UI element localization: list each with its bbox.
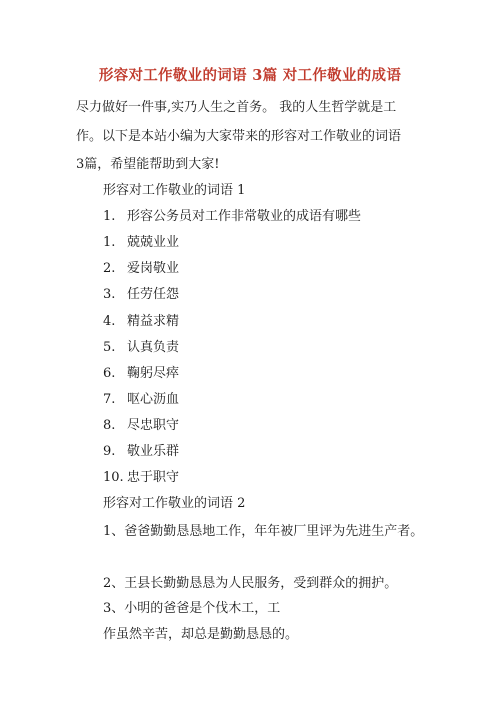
list-item-number: 1.	[103, 235, 116, 250]
list-item	[103, 209, 361, 225]
list-item-text: 忠于职守	[127, 470, 180, 485]
list-item	[103, 366, 179, 382]
list-item	[103, 392, 179, 408]
list-item	[103, 314, 179, 330]
list-item	[103, 470, 179, 486]
list-item-text: 爱岗敬业	[127, 261, 180, 276]
section-heading: 形容对工作敬业的词语 2	[103, 496, 246, 511]
intro-line: 作。以下是本站小编为大家带来的形容对工作敬业的词语	[76, 129, 402, 144]
list-item	[103, 235, 179, 251]
list-item	[103, 418, 179, 434]
list-item-number: 3.	[103, 287, 116, 302]
section-heading: 形容对工作敬业的词语 1	[103, 183, 246, 198]
list-item	[103, 261, 179, 277]
list-item-text: 任劳任怨	[127, 287, 180, 302]
list-item-text: 形容公务员对工作非常敬业的成语有哪些	[127, 209, 362, 224]
list-item-text: 认真负责	[127, 340, 180, 355]
list-item-text: 鞠躬尽瘁	[127, 366, 180, 381]
list-item-number: 7.	[103, 392, 116, 407]
paragraph-line: 3、小明的爸爸是个伐木工，工	[103, 601, 281, 616]
list-item-number: 4.	[103, 314, 116, 329]
intro-line: 尽力做好一件事,实乃人生之首务。 我的人生哲学就是工	[76, 100, 397, 115]
list-item	[103, 444, 179, 460]
document-title: 形容对工作敬业的词语 3篇 对工作敬业的成语	[98, 67, 402, 84]
list-item-text: 精益求精	[127, 314, 180, 329]
paragraph-line: 2、王县长勤勤恳恳为人民服务，受到群众的拥护。	[103, 576, 398, 591]
paragraph-line: 1、爸爸勤勤恳恳地工作，年年被厂里评为先进生产者。	[103, 524, 424, 539]
list-item-text: 敬业乐群	[127, 444, 180, 459]
list-item-number: 9.	[103, 444, 116, 459]
list-item	[103, 287, 179, 303]
list-item	[103, 340, 179, 356]
list-item-number: 5.	[103, 340, 116, 355]
list-item-number: 2.	[103, 261, 116, 276]
list-item-text: 呕心沥血	[127, 392, 180, 407]
list-item-text: 兢兢业业	[127, 235, 180, 250]
list-item-number: 6.	[103, 366, 116, 381]
list-item-text: 尽忠职守	[127, 418, 180, 433]
list-item-number: 8.	[103, 418, 116, 433]
list-item-number: 10.	[103, 470, 124, 485]
intro-line: 3篇，希望能帮助到大家!	[76, 157, 220, 172]
list-item-number: 1.	[103, 209, 116, 224]
paragraph-line: 作虽然辛苦，却总是勤勤恳恳的。	[103, 627, 299, 642]
